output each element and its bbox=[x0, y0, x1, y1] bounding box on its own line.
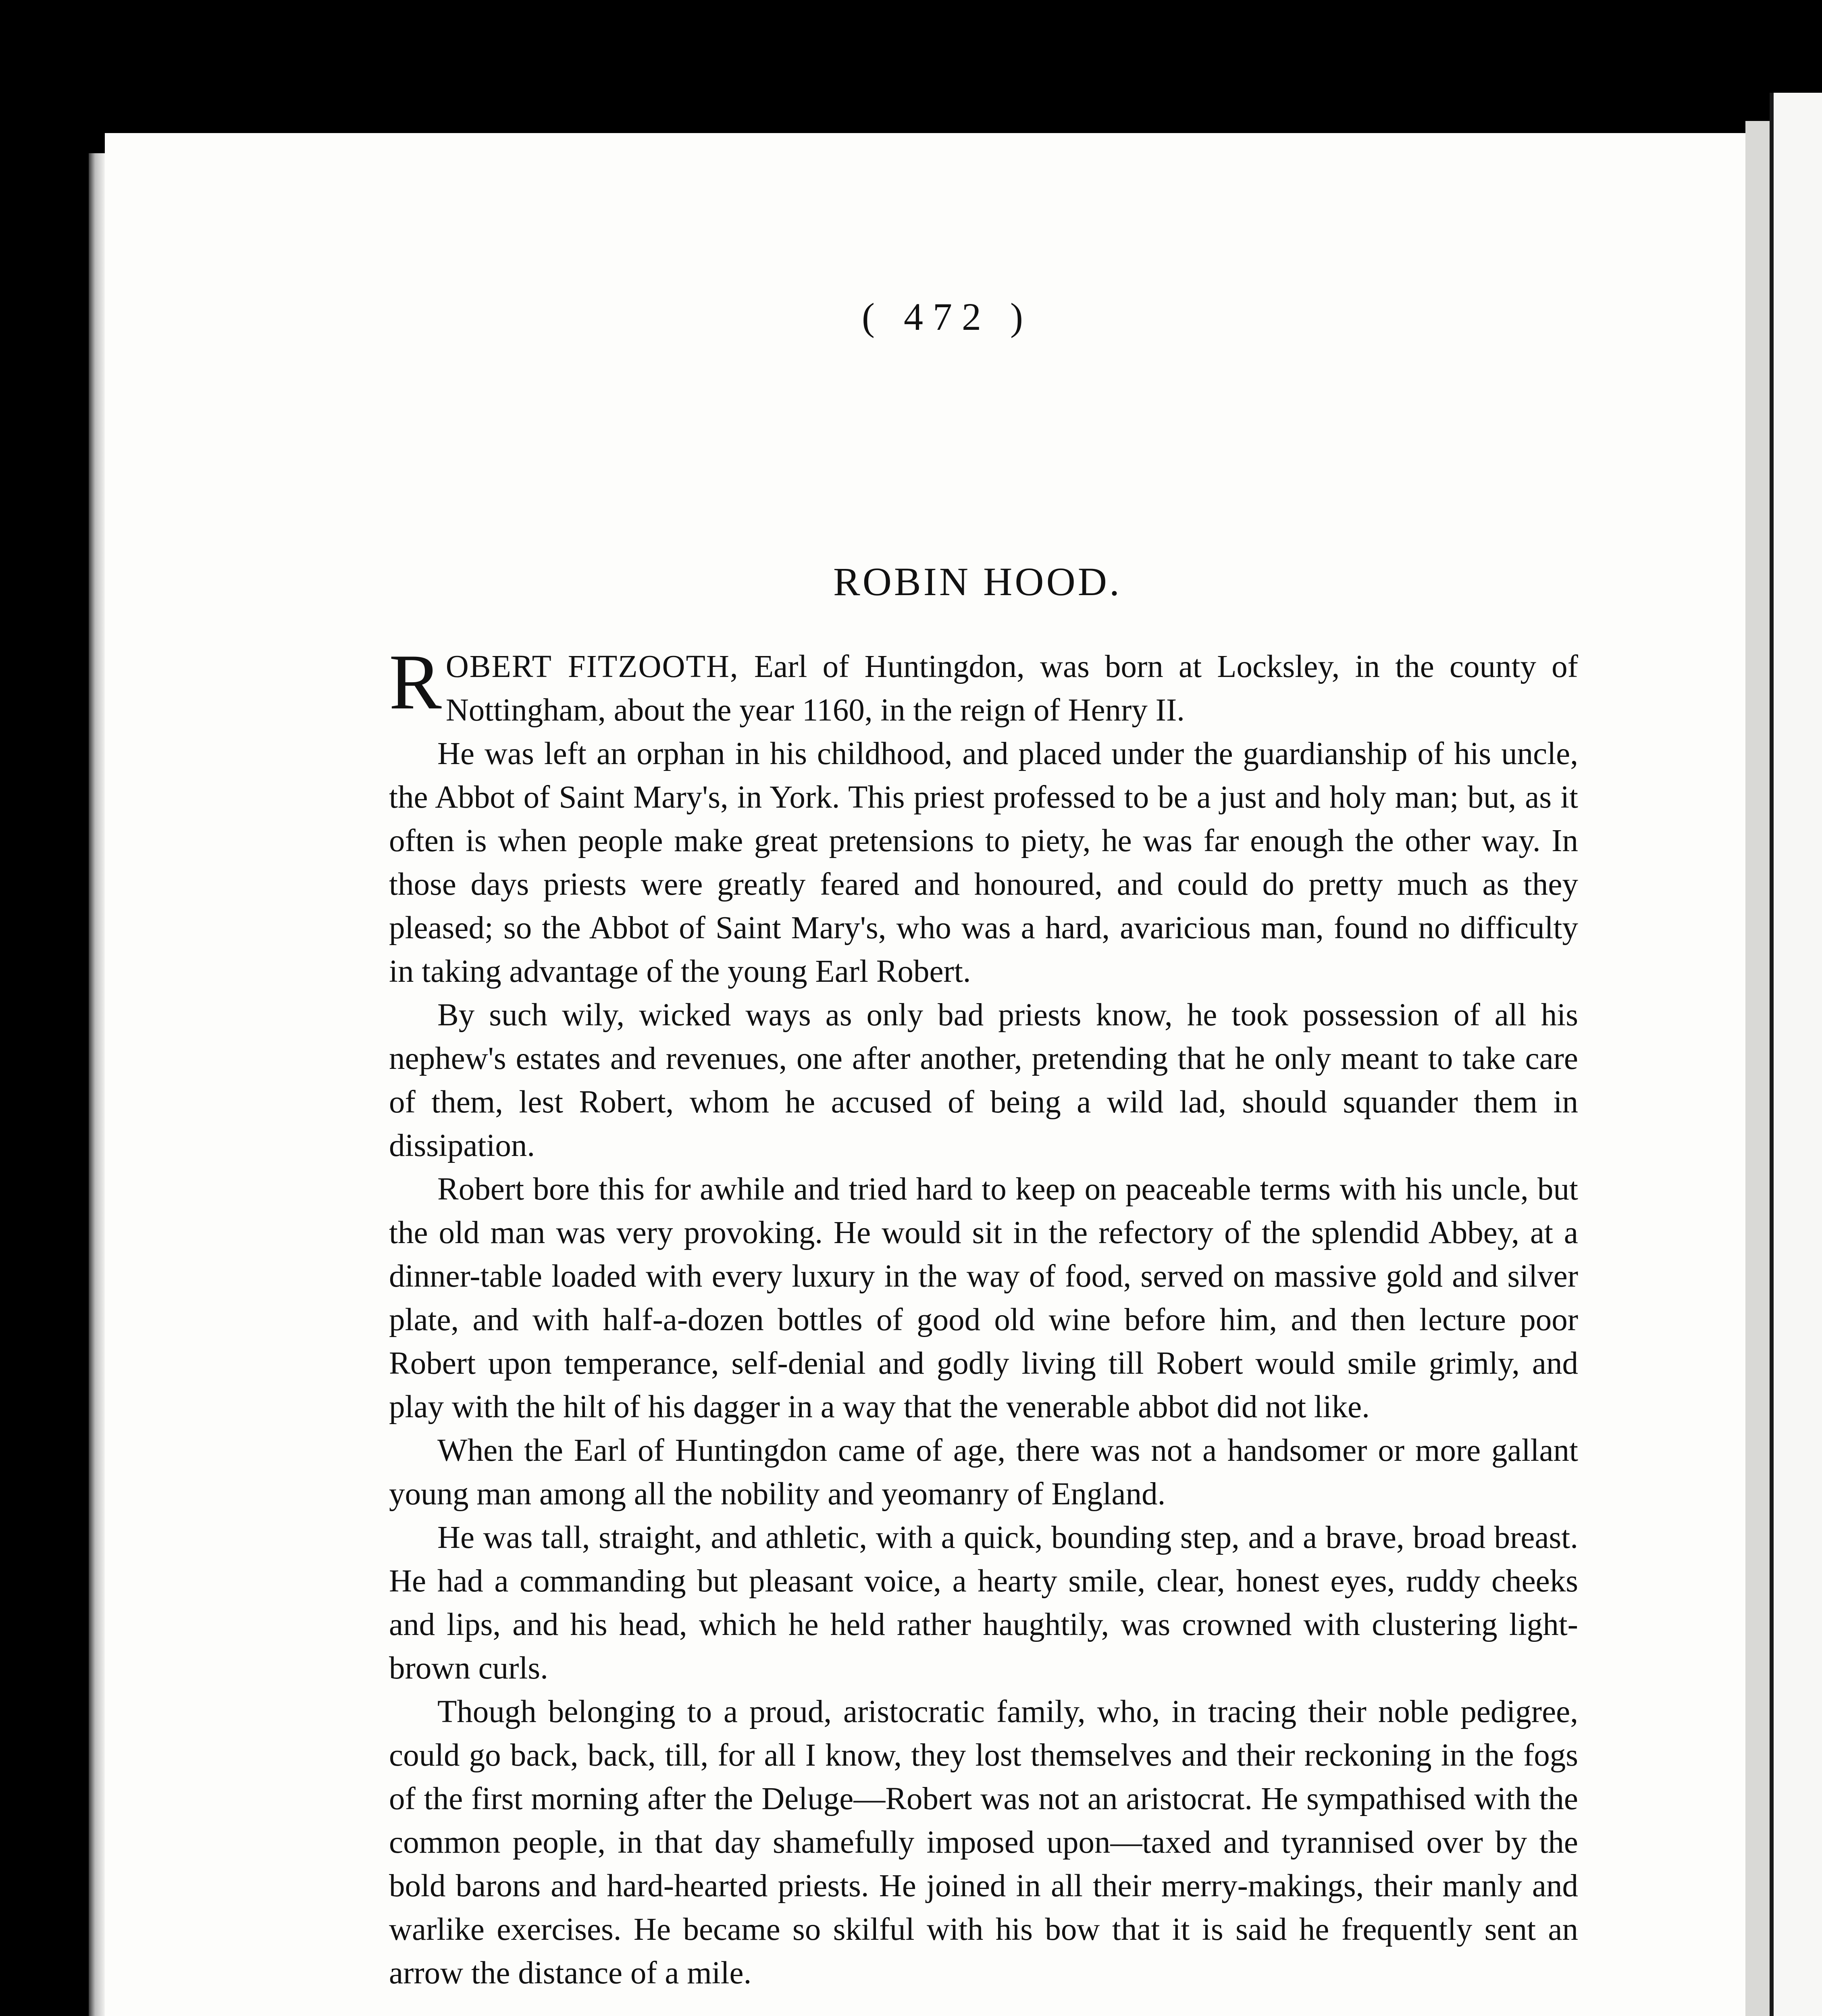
facing-page-edge bbox=[1770, 93, 1822, 2016]
drop-cap: R bbox=[389, 638, 442, 726]
body-text bbox=[389, 638, 1578, 1995]
paragraph: Though belonging to a proud, aristocratic family, who, in tracing their noble pedigree, could go back, back, till, for all I know, they lost themselves and their reckoning in the fogs of the first morning after the Deluge—Robert was not an aristocrat. He sympathised with the common people, in that day shamefully imposed upon—taxed and tyrannised over by the bold barons and hard-hearted priests. He joined in all their merry-makings, their manly and warlike exercises. He became so skilful with his bow that it is said he frequently sent an arrow the distance of a mile. bbox=[389, 1694, 1578, 1991]
paragraph: When the Earl of Huntingdon came of age, there was not a handsomer or more gallant young man among all the nobility and yeomanry of England. bbox=[389, 1433, 1578, 1512]
paragraph: Robert bore this for awhile and tried hard to keep on peaceable terms with his uncle, but the old man was very provoking. He would sit in the refectory of the splendid Abbey, at a dinner-table loaded with every luxury in the way of food, served on massive gold and silver plate, and with half-a-dozen bottles of good old wine before him, and then lecture poor Robert upon temperance, self-denial and godly living till Robert would smile grimly, and play with the hilt of his dagger in a way that the venerable abbot did not like. bbox=[389, 1172, 1578, 1425]
paragraph: By such wily, wicked ways as only bad priests know, he took possession of all his nephew's estates and revenues, one after another, pretending that he only meant to take care of them, lest Robert, whom he accused of being a wild lad, should squander them in dissipation. bbox=[389, 998, 1578, 1163]
page-number: ( 472 ) bbox=[862, 295, 1033, 338]
first-paragraph-rest: Earl of Huntingdon, was born at Locksley, in the county of Nottingham, about the year 1160, in the reign of Henry II. bbox=[445, 649, 1578, 728]
book-gutter bbox=[1745, 121, 1770, 2016]
chapter-title: ROBIN HOOD. bbox=[833, 559, 1122, 604]
first-paragraph-head: OBERT FITZOOTH, bbox=[445, 649, 739, 684]
page-left-edge bbox=[89, 153, 105, 2016]
first-paragraph bbox=[389, 638, 1578, 732]
paragraph: He was left an orphan in his childhood, and placed under the guardianship of his uncle, the Abbot of Saint Mary's, in York. This priest professed to be a just and holy man; but, as it often is when people make great pretensions to piety, he was far enough the other way. In those days priests were greatly feared and honoured, and could do pretty much as they pleased; so the Abbot of Saint Mary's, who was a hard, avaricious man, found no difficulty in taking advantage of the young Earl Robert. bbox=[389, 736, 1578, 989]
paragraph: He was tall, straight, and athletic, with a quick, bounding step, and a brave, broad breast. He had a commanding but pleasant voice, a hearty smile, clear, honest eyes, ruddy cheeks and lips, and his head, which he held rather haughtily, was crowned with clustering light-brown curls. bbox=[389, 1520, 1578, 1686]
